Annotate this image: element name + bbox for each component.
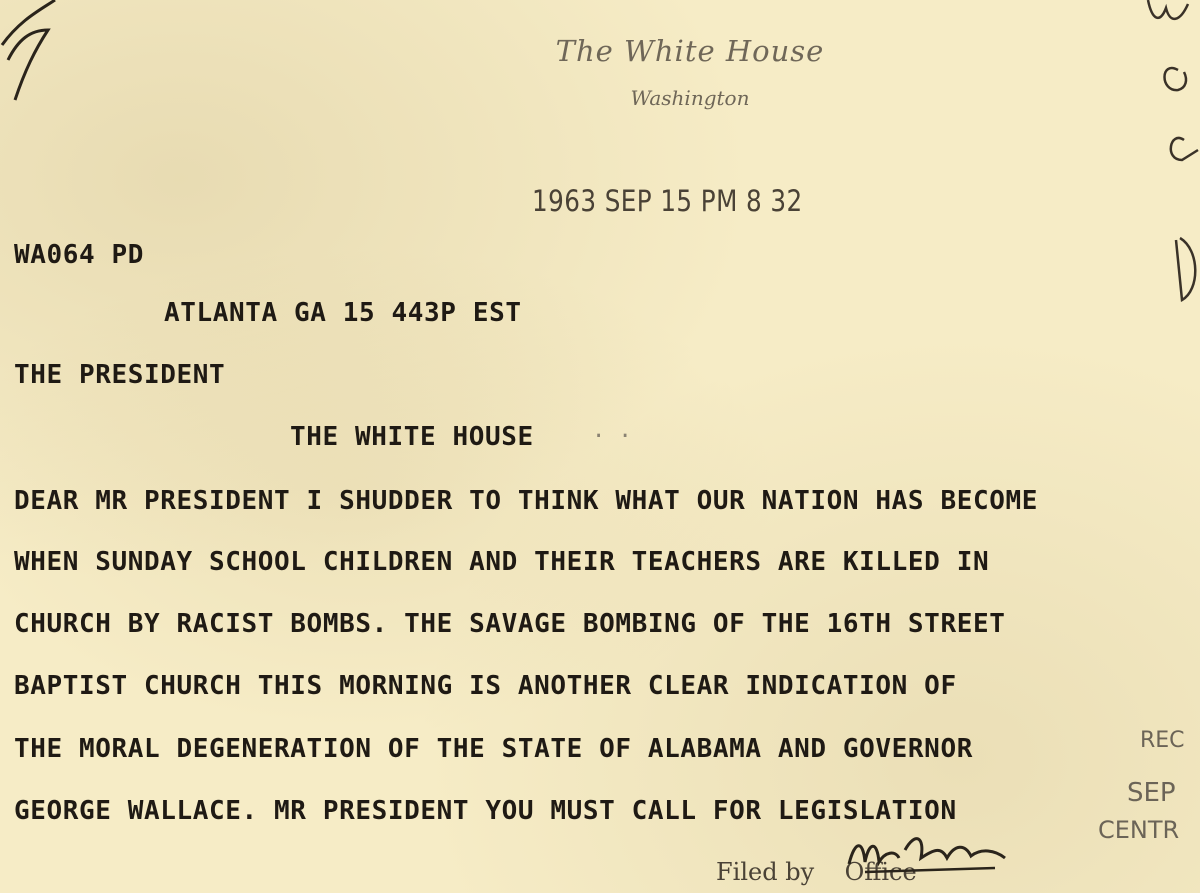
- handwritten-signature: [845, 828, 1015, 878]
- date-time-stamp: 1963 SEP 15 PM 8 32: [532, 184, 803, 218]
- received-stamp-line: CENTR: [1098, 816, 1180, 844]
- telegram-origin: ATLANTA GA 15 443P EST: [164, 298, 522, 328]
- body-line: DEAR MR PRESIDENT I SHUDDER TO THINK WHAT OUR NATION HAS BECOME: [14, 486, 1038, 516]
- received-stamp-line: SEP: [1127, 778, 1176, 808]
- body-line: CHURCH BY RACIST BOMBS. THE SAVAGE BOMBING OF THE 16TH STREET: [14, 609, 1006, 639]
- body-line: GEORGE WALLACE. MR PRESIDENT YOU MUST CALL FOR LEGISLATION: [14, 796, 957, 826]
- received-stamp-line: REC: [1140, 728, 1185, 753]
- body-line: THE MORAL DEGENERATION OF THE STATE OF ALABAMA AND GOVERNOR: [14, 734, 973, 764]
- stray-dots: · ·: [592, 424, 632, 449]
- body-line: BAPTIST CHURCH THIS MORNING IS ANOTHER CLEAR INDICATION OF: [14, 671, 957, 701]
- letterhead-title: The White House: [555, 34, 825, 68]
- telegram-code: WA064 PD: [14, 240, 145, 270]
- addressee: THE PRESIDENT: [14, 360, 226, 390]
- margin-handwriting: [1140, 0, 1200, 320]
- body-line: WHEN SUNDAY SCHOOL CHILDREN AND THEIR TEACHERS ARE KILLED IN: [14, 547, 990, 577]
- address: THE WHITE HOUSE: [290, 422, 534, 452]
- letterhead-subtitle: Washington: [630, 86, 750, 110]
- filed-by-label: Filed by Office: [716, 858, 917, 886]
